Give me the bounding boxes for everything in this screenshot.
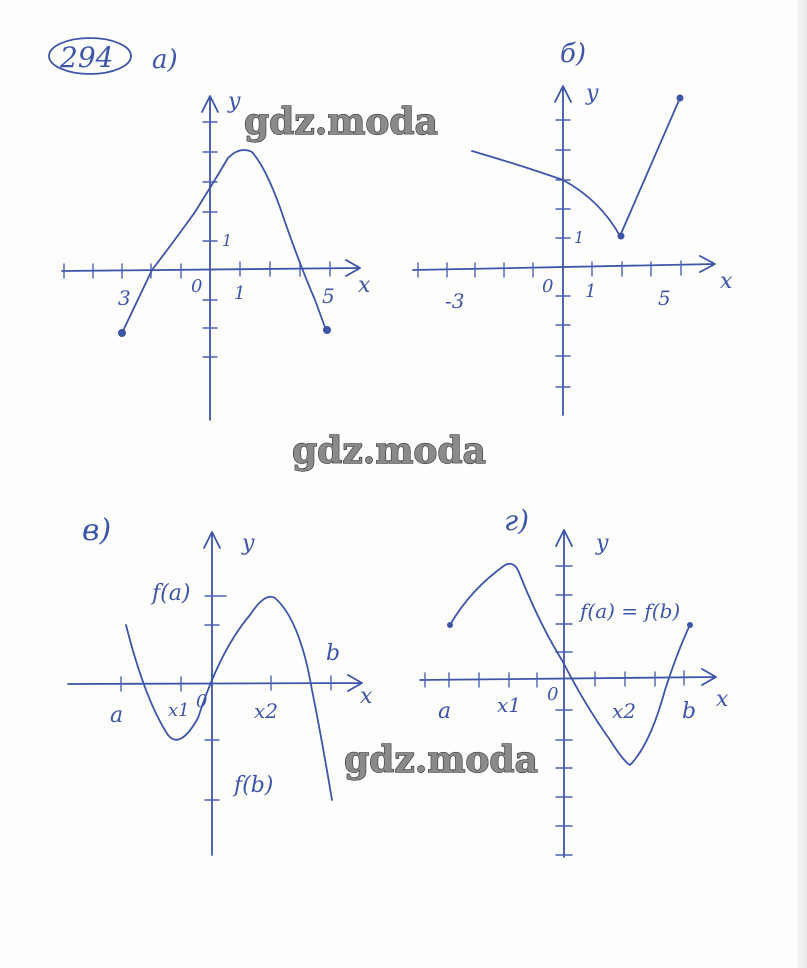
watermark-bottom: gdz.moda [344,739,538,781]
graph-g-label-x2: x2 [612,699,637,723]
graph-a-tick-5: 5 [322,284,335,308]
graph-g-curve [450,564,690,765]
graph-v-origin: 0 [196,691,208,712]
graph-b-tick-minus3: -3 [445,289,465,313]
graph-v-y-label: y [242,531,255,556]
graph-a-origin: 0 [191,276,203,297]
graph-v-y-ticks [205,596,226,800]
graph-v-label-x1: x1 [168,700,190,721]
graph-v-label-fb: f(b) [234,773,274,798]
graph-v-label-x2: x2 [254,699,279,723]
graph-b-tick-5: 5 [658,286,671,310]
graph-v [68,513,373,855]
graph-b [413,39,733,415]
problem-number: 294 [60,41,114,74]
graph-g-x-label: x [716,687,729,712]
graph-b-tick-1y: 1 [574,228,585,247]
graph-b-y-axis [555,86,571,415]
graph-a-tick-minus3: 3 [118,286,131,310]
graph-b-curve [472,98,680,236]
graph-b-x-axis [413,256,715,272]
graph-a-tick-1y: 1 [222,231,233,250]
page-edge-shadow [797,0,807,968]
graph-v-curve [126,597,332,800]
graph-v-x-axis [68,675,362,691]
graph-g [420,504,729,857]
graph-g-label-b: b [682,699,697,724]
graph-a-endpoint-right [323,326,331,334]
graph-g-label: г) [504,504,530,537]
graph-a-endpoint-left [118,329,126,337]
graph-g-endpoint-left [447,622,453,628]
graph-a-label: а) [152,45,178,75]
graph-a-tick-1x: 1 [234,283,246,304]
graph-v-label: в) [82,513,112,548]
graph-g-endpoint-right [687,622,693,628]
graph-v-label-b: b [326,641,341,666]
graph-a-y-label: y [228,89,241,114]
graph-a-y-axis [202,96,218,420]
graph-g-y-label: y [596,531,609,556]
graph-g-label-fa-fb: f(a) = f(b) [580,599,681,623]
graph-b-origin: 0 [542,276,554,297]
graph-a-x-label: x [358,273,371,298]
graph-g-origin: 0 [547,684,559,705]
graph-b-label: б) [560,39,587,69]
graph-b-endpoint-right [677,95,684,102]
graph-b-min-point [618,233,625,240]
graph-b-y-label: y [586,81,599,106]
graph-v-label-a: a [110,703,124,728]
watermark-middle: gdz.moda [292,430,486,472]
graph-b-tick-1x: 1 [585,281,597,302]
graph-g-label-a: a [438,699,452,724]
graph-a-x-axis [62,260,360,276]
graph-v-label-fa: f(a) [152,581,191,606]
watermark-top: gdz.moda [244,101,438,143]
graph-v-x-label: x [360,684,373,709]
graph-b-x-label: x [720,269,733,294]
graph-g-label-x1: x1 [497,693,522,717]
